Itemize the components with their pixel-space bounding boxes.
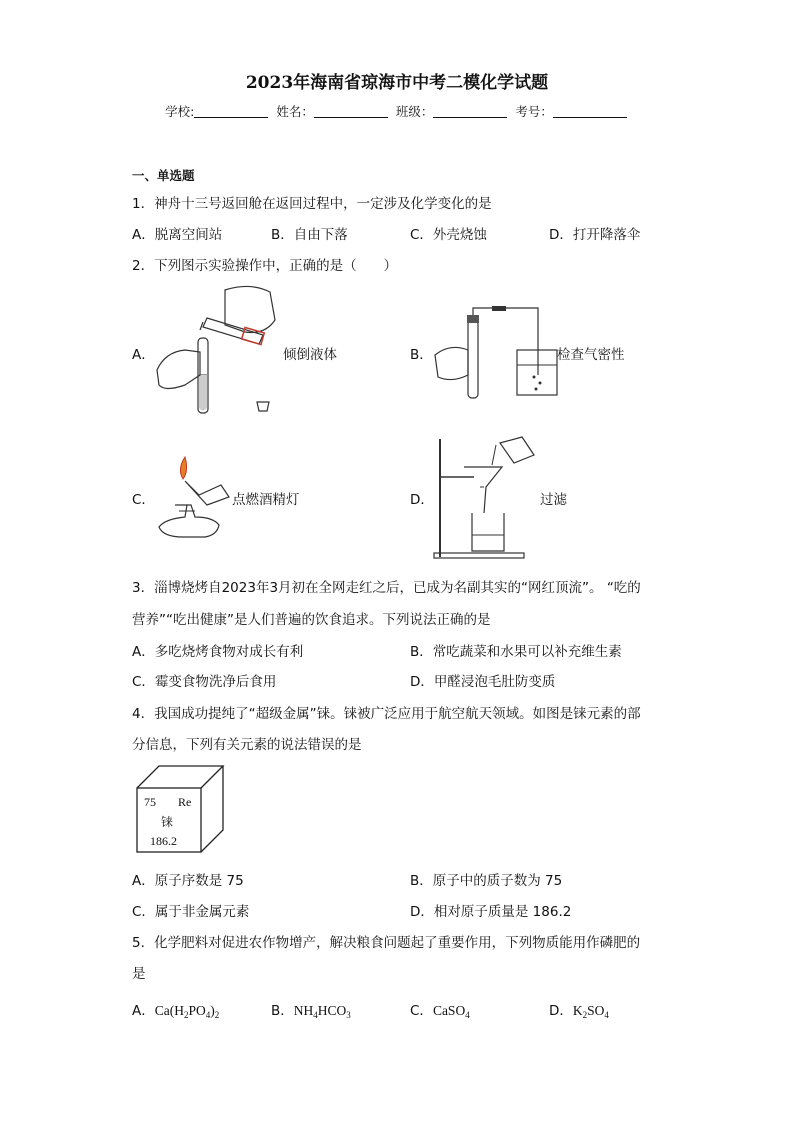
- q1-option-a: A．脱离空间站: [132, 227, 223, 243]
- q3-stem-line2: 营养”“吃出健康”是人们普遍的饮食追求。下列说法正确的是: [132, 612, 491, 628]
- q1-option-b: B．自由下落: [271, 227, 348, 243]
- q2-option-b-letter: B．: [410, 347, 433, 363]
- q1-option-d: D．打开降落伞: [549, 227, 641, 243]
- q3-option-a: A．多吃烧烤食物对成长有利: [132, 644, 304, 660]
- q2-option-a-letter: A．: [132, 347, 155, 363]
- q1-stem: 1．神舟十三号返回舱在返回过程中，一定涉及化学变化的是: [132, 196, 492, 212]
- q2-option-c-caption: 点燃酒精灯: [232, 492, 300, 508]
- exam-no-label: 考号：: [515, 104, 553, 119]
- school-blank: [194, 105, 268, 118]
- alcohol-lamp-illustration: [155, 455, 235, 540]
- element-cell-cube: [135, 764, 227, 856]
- q5-option-d: D．$K_2SO_4$: [549, 1003, 609, 1020]
- q2-option-d-caption: 过滤: [540, 492, 567, 508]
- q5-stem-line1: 5．化学肥料对促进农作物增产，解决粮食问题起了重要作用，下列物质能用作磷肥的: [132, 935, 641, 951]
- q1-option-c: C．外壳烧蚀: [410, 227, 487, 243]
- q2-stem: 2．下列图示实验操作中，正确的是（ ）: [132, 258, 398, 274]
- filtration-illustration: [434, 435, 544, 560]
- q2-option-d-letter: D．: [410, 492, 434, 508]
- element-symbol: Re: [178, 795, 192, 809]
- section-heading: 一、单选题: [132, 168, 195, 183]
- q4-option-b: B．原子中的质子数为 75: [410, 873, 563, 889]
- school-label: 学校:: [165, 104, 195, 119]
- q3-stem-line1: 3．淄博烧烤自2023年3月初在全网走红之后，已成为名副其实的“网红顶流”。 “吃的: [132, 580, 641, 596]
- q2-option-b-caption: 检查气密性: [557, 347, 625, 363]
- class-blank: [433, 105, 507, 118]
- q4-option-a: A．原子序数是 75: [132, 873, 244, 889]
- element-atomic-number: 75: [144, 795, 156, 809]
- q2-option-a-caption: 倾倒液体: [283, 347, 337, 363]
- student-info-row: [0, 102, 794, 120]
- q5-option-a: A．$Ca(H_2PO_4)_2$: [132, 1003, 220, 1020]
- page-title: 2023年海南省琼海市中考二模化学试题: [245, 73, 549, 93]
- q4-option-d: D．相对原子质量是 186.2: [410, 904, 572, 920]
- q3-option-c: C．霉变食物洗净后食用: [132, 674, 277, 690]
- name-label: 姓名：: [276, 104, 314, 119]
- element-atomic-mass: 186.2: [150, 834, 177, 848]
- airtightness-check-illustration: [430, 305, 565, 400]
- exam-no-blank: [553, 105, 627, 118]
- element-name: 铼: [161, 815, 174, 829]
- q4-stem-line2: 分信息，下列有关元素的说法错误的是: [132, 737, 362, 753]
- q2-option-c-letter: C．: [132, 492, 155, 508]
- pour-liquid-illustration: [155, 280, 285, 415]
- q5-stem-line2: 是: [132, 966, 146, 982]
- q3-option-d: D．甲醛浸泡毛肚防变质: [410, 674, 556, 690]
- class-label: 班级：: [395, 104, 434, 119]
- q4-option-c: C．属于非金属元素: [132, 904, 250, 920]
- q5-option-c: C．CaSO$_4$: [410, 1003, 470, 1020]
- q4-stem-line1: 4．我国成功提纯了“超级金属”铼。铼被广泛应用于航空航天领域。如图是铼元素的部: [132, 706, 641, 722]
- name-blank: [314, 105, 388, 118]
- q3-option-b: B．常吃蔬菜和水果可以补充维生素: [410, 644, 622, 660]
- q5-option-b: B．$NH_4HCO_3$: [271, 1003, 351, 1020]
